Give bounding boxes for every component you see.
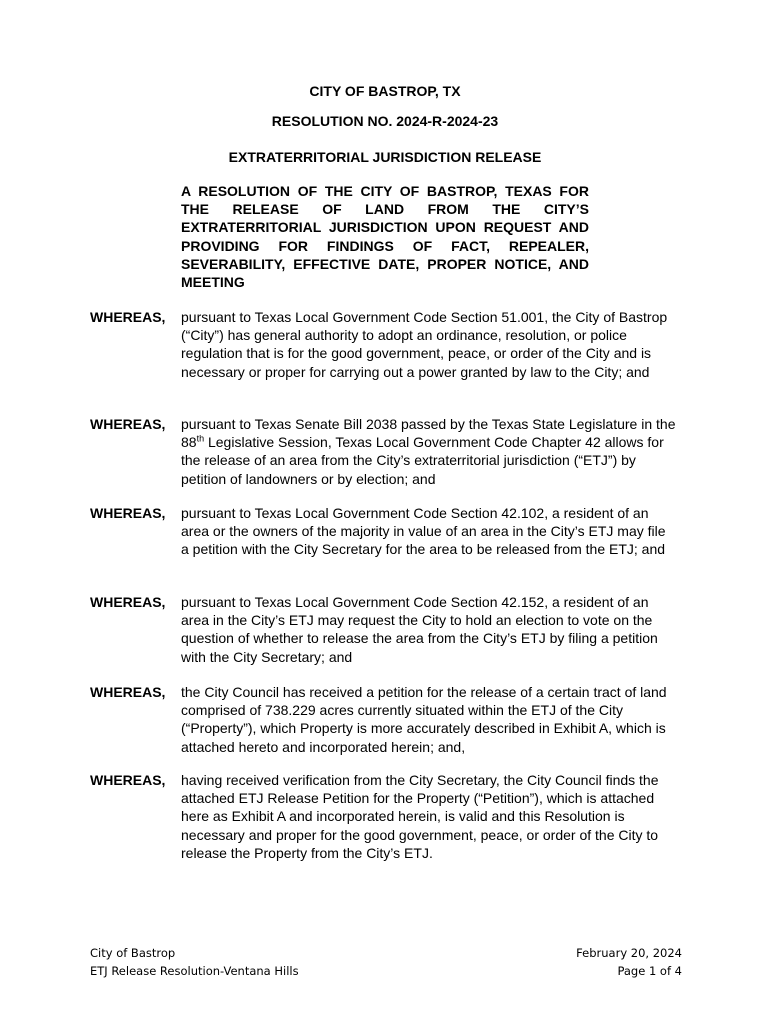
clause-text-part: pursuant to Texas Senate Bill 2038 passed by the Texas State Legislature in the 88 bbox=[181, 416, 676, 451]
clause-label: WHEREAS, bbox=[90, 416, 166, 432]
resolution-caption: A RESOLUTION OF THE CITY OF BASTROP, TEXAS FOR THE RELEASE OF LAND FROM THE CITY’S EXTRATERRITORIAL JURISDICTION UPON REQUEST AND PROVIDING FOR FINDINGS OF FACT, REPEALER, SEVERABILITY, EFFECTIVE DATE, PROPER NOTICE, AND MEETING bbox=[181, 183, 589, 291]
footer-date: February 20, 2024 bbox=[576, 946, 682, 960]
clause-label: WHEREAS, bbox=[90, 684, 166, 700]
clause-text: the City Council has received a petition for the release of a certain tract of land comprised of 738.229 acres currently situated within the ETJ of the City (“Property”), which Property is more accurately described in Exhibit A, which is attached hereto and incorporated herein; and, bbox=[181, 684, 667, 755]
subject-heading: EXTRATERRITORIAL JURISDICTION RELEASE bbox=[228, 149, 542, 165]
clause-text: pursuant to Texas Local Government Code Section 51.001, the City of Bastrop (“City”) has general authority to adopt an ordinance, resolution, or police regulation that is for the good government, peace, or order of the City and is necessary or proper for carrying out a power granted by law to the City; and bbox=[181, 309, 668, 380]
whereas-clause bbox=[90, 683, 690, 756]
clause-label: WHEREAS, bbox=[90, 505, 166, 521]
clause-text: pursuant to Texas Local Government Code Section 42.152, a resident of an area in the City’s ETJ may request the City to hold an election to vote on the question of whether to release the area from the City’s ETJ by filing a petition with the City Secretary; and bbox=[181, 594, 658, 665]
ordinal-suffix: th bbox=[196, 433, 205, 444]
clause-text bbox=[181, 415, 677, 488]
footer-left bbox=[90, 944, 299, 980]
city-heading: CITY OF BASTROP, TX bbox=[309, 83, 461, 99]
whereas-clause bbox=[90, 504, 690, 559]
whereas-clause bbox=[90, 593, 690, 666]
clause-label: WHEREAS, bbox=[90, 772, 166, 788]
whereas-clause bbox=[90, 771, 690, 862]
clause-text: pursuant to Texas Local Government Code Section 42.102, a resident of an area or the owners of the majority in value of an area in the City’s ETJ may file a petition with the City Secretary for the area to be released from the ETJ; and bbox=[181, 505, 666, 558]
whereas-clause bbox=[90, 308, 690, 381]
clause-text-part: Legislative Session, Texas Local Government Code Chapter 42 allows for the release of an area from the City’s extraterritorial jurisdiction (“ETJ”) by petition of landowners or by election; and bbox=[181, 434, 664, 487]
footer-page-number: Page 1 of 4 bbox=[617, 964, 682, 978]
footer-organization: City of Bastrop bbox=[90, 946, 176, 960]
resolution-number: RESOLUTION NO. 2024-R-2024-23 bbox=[271, 113, 499, 129]
footer-right bbox=[500, 944, 682, 980]
clause-text: having received verification from the City Secretary, the City Council finds the attached ETJ Release Petition for the Property (“Petition”), which is attached here as Exhibit A and incorporated herein, is valid and this Resolution is necessary and proper for the good government, peace, or order of the City to release the Property from the City’s ETJ. bbox=[181, 772, 659, 861]
footer-document-title: ETJ Release Resolution-Ventana Hills bbox=[90, 964, 299, 978]
clause-label: WHEREAS, bbox=[90, 309, 166, 325]
whereas-clause bbox=[90, 415, 690, 488]
clause-label: WHEREAS, bbox=[90, 594, 166, 610]
